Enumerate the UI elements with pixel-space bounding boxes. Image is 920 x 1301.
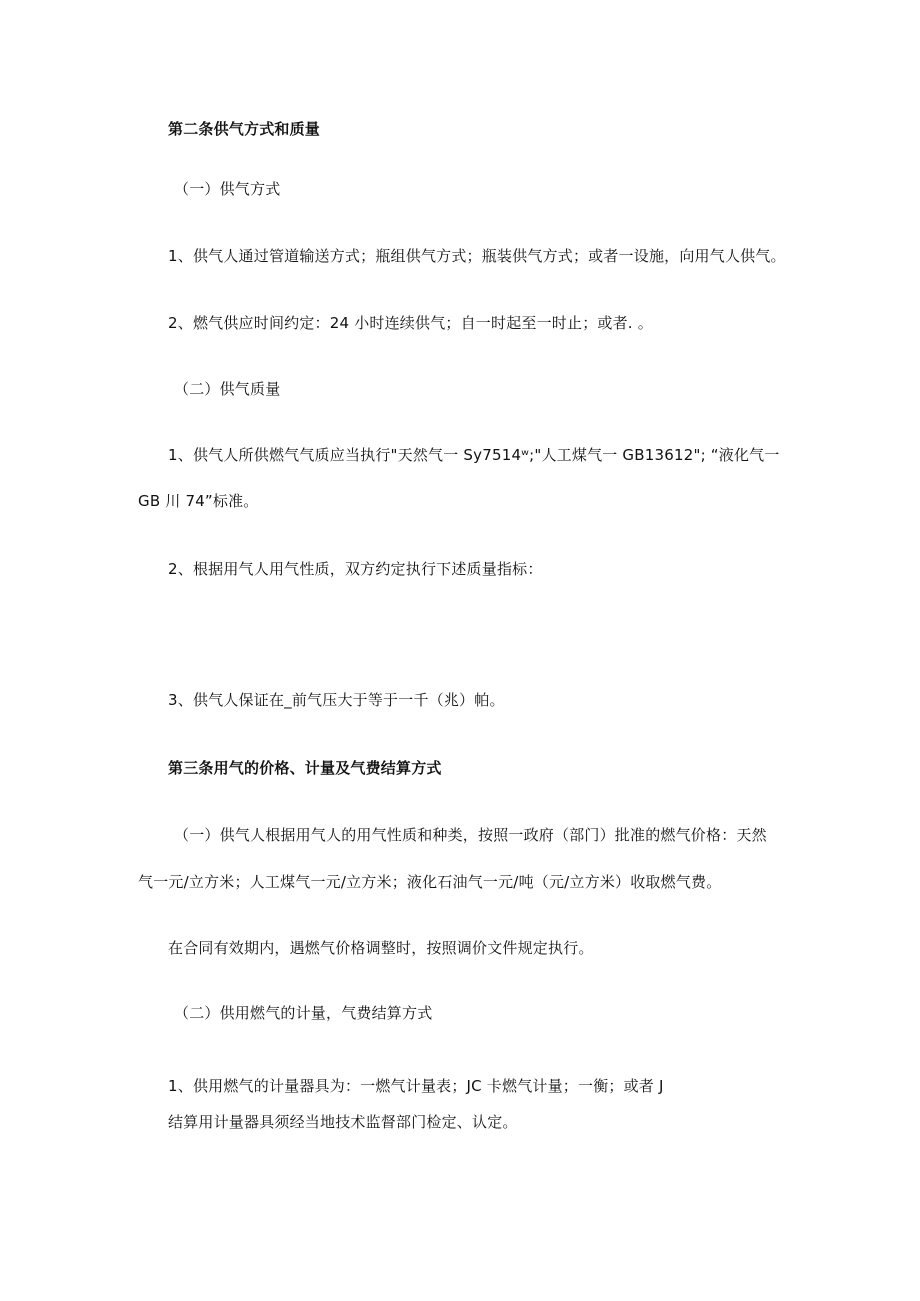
paragraph-supply-time-2: 2、燃气供应时间约定：24 小时连续供气；自一时起至一时止；或者. 。: [168, 314, 653, 332]
paragraph-price-adjustment: 在合同有效期内，遇燃气价格调整时，按照调价文件规定执行。: [168, 939, 594, 957]
paragraph-price-1-cont: 气一元/立方米；人工煤气一元/立方米；液化石油气一元/吨（元/立方米）收取燃气费。: [138, 873, 722, 891]
section-metering-heading: （二）供用燃气的计量，气费结算方式: [174, 1004, 433, 1022]
article-2-heading: 第二条供气方式和质量: [168, 120, 321, 138]
paragraph-supply-method-1: 1、供气人通过管道输送方式；瓶组供气方式；瓶装供气方式；或者一设施，向用气人供气。: [168, 247, 786, 265]
paragraph-meter-verification: 结算用计量器具须经当地技术监督部门检定、认定。: [168, 1113, 518, 1131]
paragraph-price-1: （一）供气人根据用气人的用气性质和种类，按照一政府（部门）批准的燃气价格：天然: [174, 826, 767, 844]
section-supply-quality-heading: （二）供气质量: [174, 380, 281, 398]
article-3-heading: 第三条用气的价格、计量及气费结算方式: [168, 759, 442, 777]
paragraph-quality-indicators-2: 2、根据用气人用气性质，双方约定执行下述质量指标：: [168, 560, 543, 578]
paragraph-pressure-3: 3、供气人保证在_前气压大于等于一千（兆）帕。: [168, 691, 505, 709]
section-supply-method-heading: （一）供气方式: [174, 180, 281, 198]
paragraph-quality-standard-1: 1、供气人所供燃气气质应当执行"天然气一 Sy7514ʷ;"人工煤气一 GB13612"; “液化气一: [168, 446, 780, 464]
paragraph-meter-devices-1: 1、供用燃气的计量器具为：一燃气计量表；JC 卡燃气计量；一衡；或者 J: [168, 1077, 664, 1095]
paragraph-quality-standard-1-cont: GB 川 74”标准。: [138, 492, 259, 510]
